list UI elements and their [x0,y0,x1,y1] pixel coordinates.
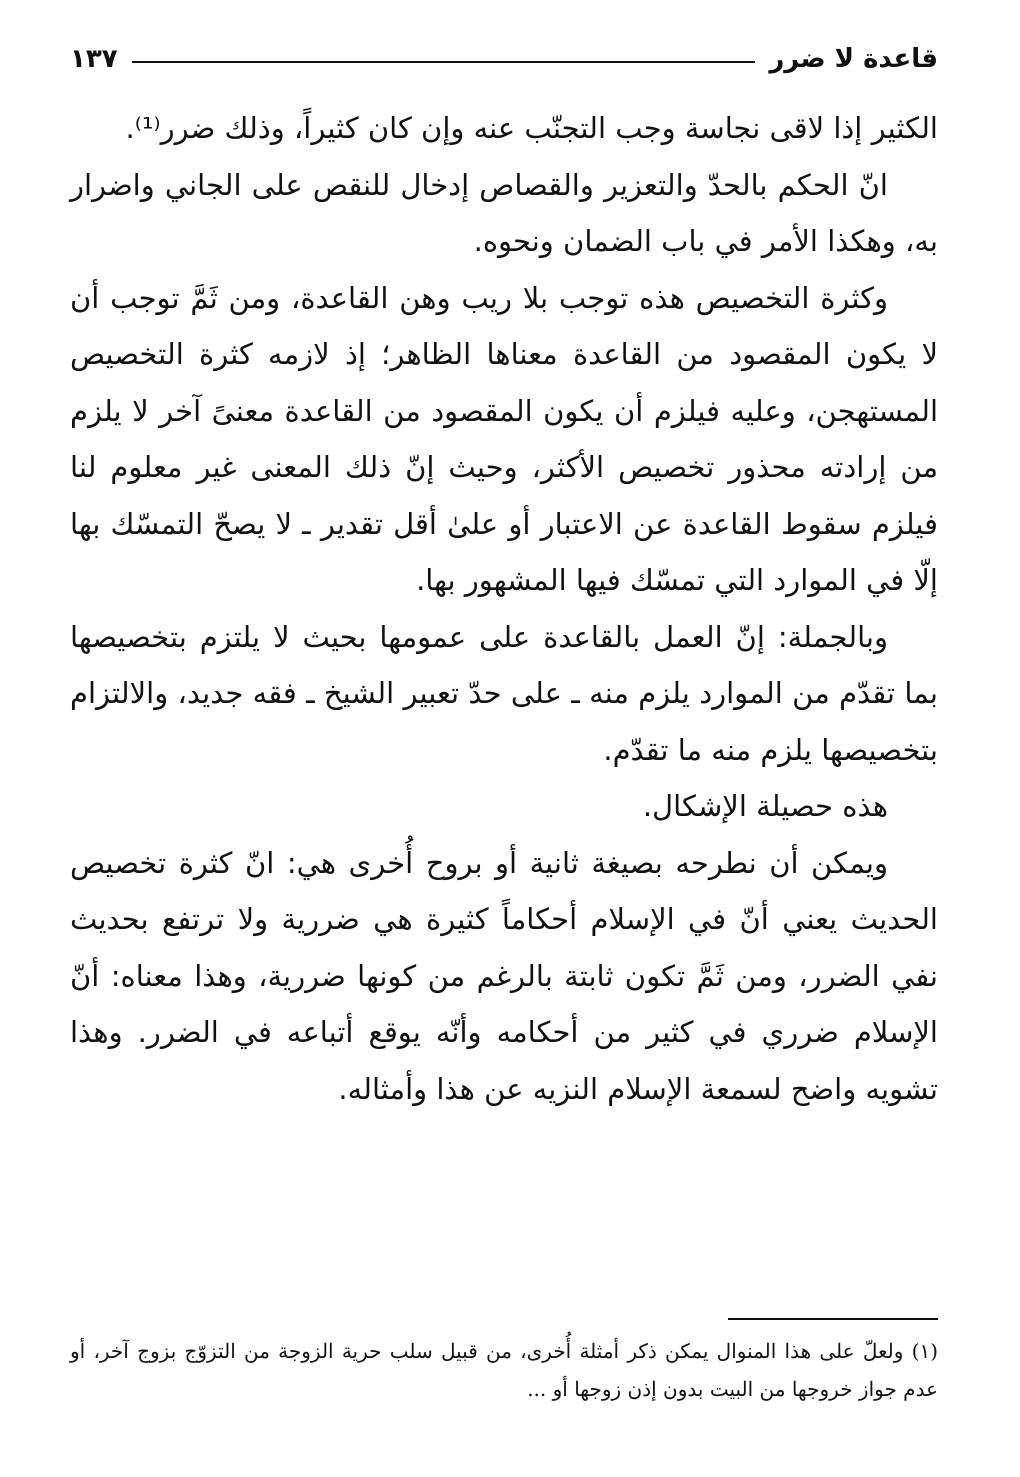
header-rule [132,61,756,63]
footnote-text: (١) ولعلّ على هذا المنوال يمكن ذكر أمثلة أُخرى، من قبيل سلب حرية الزوجة من التزوّج بزوج آخر، أو عدم جواز خروجها من البيت بدون إذن زوجها أو ... [70,1339,938,1401]
footnote-rule [728,1318,938,1320]
running-header [70,38,938,80]
page-number: ١٣٧ [70,44,118,74]
paragraph: وكثرة التخصيص هذه توجب بلا ريب وهن القاعدة، ومن ثَمَّ توجب أن لا يكون المقصود من القاعدة معناها الظاهر؛ إذ لازمه كثرة التخصيص المستهجن، وعليه فيلزم أن يكون المقصود من القاعدة معنىً آخر لا يلزم من إرادته محذور تخصيص الأكثر، وحيث إنّ ذلك المعنى غير معلوم لنا فيلزم سقوط القاعدة عن الاعتبار أو علىٰ أقل تقدير ـ لا يصحّ التمسّك بها إلّا في الموارد التي تمسّك فيها المشهور بها. [70,280,938,597]
book-page [70,38,938,1448]
paragraph: هذه حصيلة الإشكال. [642,789,888,823]
body-text [70,100,938,1117]
paragraph: ويمكن أن نطرحه بصيغة ثانية أو بروح أُخرى هي: انّ كثرة تخصيص الحديث يعني أنّ في الإسلام أحكاماً كثيرة هي ضررية ولا ترتفع بحديث نفي الضرر، ومن ثَمَّ تكون ثابتة بالرغم من كونها ضررية، وهذا معناه: أنّ الإسلام ضرري في كثير من أحكامه وأنّه يوقع أتباعه في الضرر. وهذا تشويه واضح لسمعة الإسلام النزيه عن هذا وأمثاله. [70,845,938,1106]
paragraph: وبالجملة: إنّ العمل بالقاعدة على عمومها بحيث لا يلتزم بتخصيصها بما تقدّم من الموارد يلزم منه ـ على حدّ تعبير الشيخ ـ فقه جديد، والالتزام بتخصيصها يلزم منه ما تقدّم. [70,619,938,767]
paragraph: انّ الحكم بالحدّ والتعزير والقصاص إدخال للنقص على الجاني واضرار به، وهكذا الأمر في باب الضمان ونحوه. [70,167,938,258]
running-title: قاعدة لا ضرر [769,44,938,74]
footnote [70,1332,938,1408]
paragraph-continued: الكثير إذا لاقى نجاسة وجب التجنّب عنه وإن كان كثيراً، وذلك ضرر⁽¹⁾. [125,111,938,145]
